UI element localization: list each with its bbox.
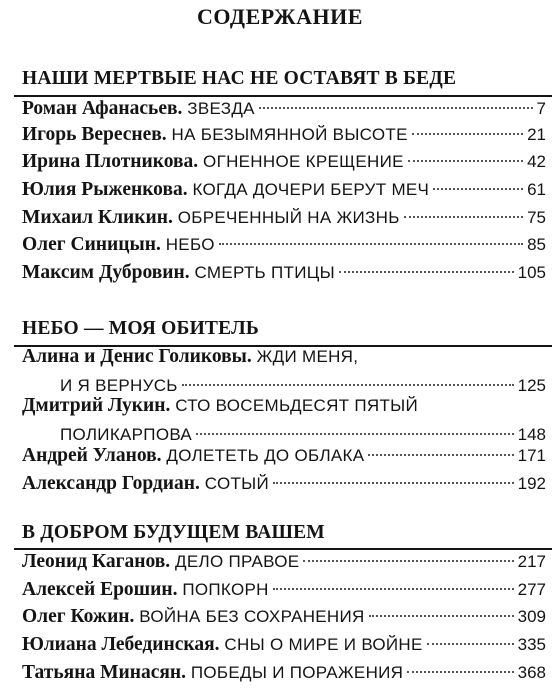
toc-entry[interactable]: [22, 262, 546, 292]
section-divider: [14, 95, 552, 97]
leader-dots: [303, 560, 513, 562]
toc-entry[interactable]: [22, 445, 546, 475]
leader-dots: [404, 216, 523, 218]
entry-author: Роман Афанасьев.: [22, 98, 183, 119]
leader-dots: [368, 454, 513, 456]
leader-dots: [273, 588, 514, 590]
entry-author: Андрей Уланов.: [22, 445, 162, 466]
section-title: НАШИ МЕРТВЫЕ НАС НЕ ОСТАВЯТ В БЕДЕ: [22, 68, 457, 89]
entry-work: НА БЕЗЫМЯННОЙ ВЫСОТЕ: [171, 125, 408, 144]
entry-page: 192: [517, 474, 546, 493]
entry-author: Олег Кожин.: [22, 606, 135, 627]
entry-work: СОТЫЙ: [204, 474, 270, 493]
entry-work-continued: И Я ВЕРНУСЬ: [60, 376, 178, 395]
entry-work: ОБРЕЧЕННЫЙ НА ЖИЗНЬ: [177, 208, 400, 227]
entry-author: Алина и Денис Голиковы.: [22, 346, 252, 367]
entry-author: Игорь Вереснев.: [22, 124, 167, 145]
leader-dots: [369, 615, 514, 617]
toc-entry[interactable]: [22, 179, 546, 209]
entry-work: ПОПКОРН: [182, 580, 269, 599]
entry-author: Олег Синицын.: [22, 234, 161, 255]
page-title: СОДЕРЖАНИЕ: [197, 4, 363, 29]
entry-page: 105: [517, 263, 546, 282]
entry-author: Алексей Ерошин.: [22, 579, 178, 600]
entry-author: Михаил Кликин.: [22, 207, 173, 228]
entry-work: ДЕЛО ПРАВОЕ: [175, 552, 300, 571]
toc-entry[interactable]: [22, 234, 546, 264]
leader-dots: [219, 243, 523, 245]
toc-entry[interactable]: [22, 151, 546, 181]
toc-entry[interactable]: [22, 634, 546, 664]
entry-page: 148: [517, 425, 546, 444]
toc-entry[interactable]: [22, 124, 546, 154]
toc-entry[interactable]: [22, 579, 546, 609]
leader-dots: [412, 133, 523, 135]
section-title: НЕБО — МОЯ ОБИТЕЛЬ: [22, 318, 259, 339]
entry-page: 217: [517, 552, 546, 571]
leader-dots: [433, 188, 523, 190]
leader-dots: [259, 107, 533, 109]
entry-work: ВОЙНА БЕЗ СОХРАНЕНИЯ: [139, 607, 365, 626]
entry-author: Максим Дубровин.: [22, 262, 190, 283]
toc-entry[interactable]: [22, 551, 546, 581]
entry-work: СМЕРТЬ ПТИЦЫ: [194, 263, 335, 282]
entry-author: Юлия Рыженкова.: [22, 179, 188, 200]
entry-page: 368: [517, 663, 546, 682]
toc-entry[interactable]: [22, 473, 546, 503]
leader-dots: [407, 671, 513, 673]
entry-page: 75: [527, 208, 546, 227]
entry-work: ДОЛЕТЕТЬ ДО ОБЛАКА: [166, 446, 365, 465]
entry-page: 335: [517, 635, 546, 654]
entry-work-continued: ПОЛИКАРПОВА: [60, 425, 193, 444]
entry-author: Ирина Плотникова.: [22, 151, 199, 172]
leader-dots: [408, 160, 523, 162]
section-title: В ДОБРОМ БУДУЩЕМ ВАШЕМ: [22, 522, 325, 543]
leader-dots: [196, 433, 514, 435]
leader-dots: [182, 384, 514, 386]
entry-work: НЕБО: [165, 235, 215, 254]
entry-author: Александр Гордиан.: [22, 473, 200, 494]
entry-page: 61: [527, 180, 546, 199]
entry-work: ПОБЕДЫ И ПОРАЖЕНИЯ: [190, 663, 404, 682]
toc-entry[interactable]: [22, 606, 546, 636]
entry-page: 277: [517, 580, 546, 599]
entry-author: Юлиана Лебединская.: [22, 634, 220, 655]
entry-page: 85: [527, 235, 546, 254]
leader-dots: [427, 643, 514, 645]
entry-work: ЗВЕЗДА: [187, 99, 255, 118]
section-divider: [14, 548, 552, 550]
entry-page: 21: [527, 125, 546, 144]
entry-work: КОГДА ДОЧЕРИ БЕРУТ МЕЧ: [192, 180, 430, 199]
entry-page: 125: [517, 376, 546, 395]
entry-work: ОГНЕННОЕ КРЕЩЕНИЕ: [203, 152, 404, 171]
leader-dots: [339, 271, 514, 273]
entry-page: 309: [517, 607, 546, 626]
leader-dots: [273, 482, 514, 484]
entry-author: Леонид Каганов.: [22, 551, 171, 572]
entry-work: ЖДИ МЕНЯ,: [256, 347, 359, 366]
entry-work: СТО ВОСЕМЬДЕСЯТ ПЯТЫЙ: [175, 396, 419, 415]
entry-author: Дмитрий Лукин.: [22, 395, 171, 416]
toc-entry[interactable]: [22, 662, 546, 692]
entry-page: 171: [517, 446, 546, 465]
entry-author: Татьяна Минасян.: [22, 662, 187, 683]
toc-entry[interactable]: [22, 207, 546, 237]
entry-page: 42: [527, 152, 546, 171]
entry-work: СНЫ О МИРЕ И ВОЙНЕ: [224, 635, 423, 654]
entry-page: 7: [536, 99, 546, 118]
